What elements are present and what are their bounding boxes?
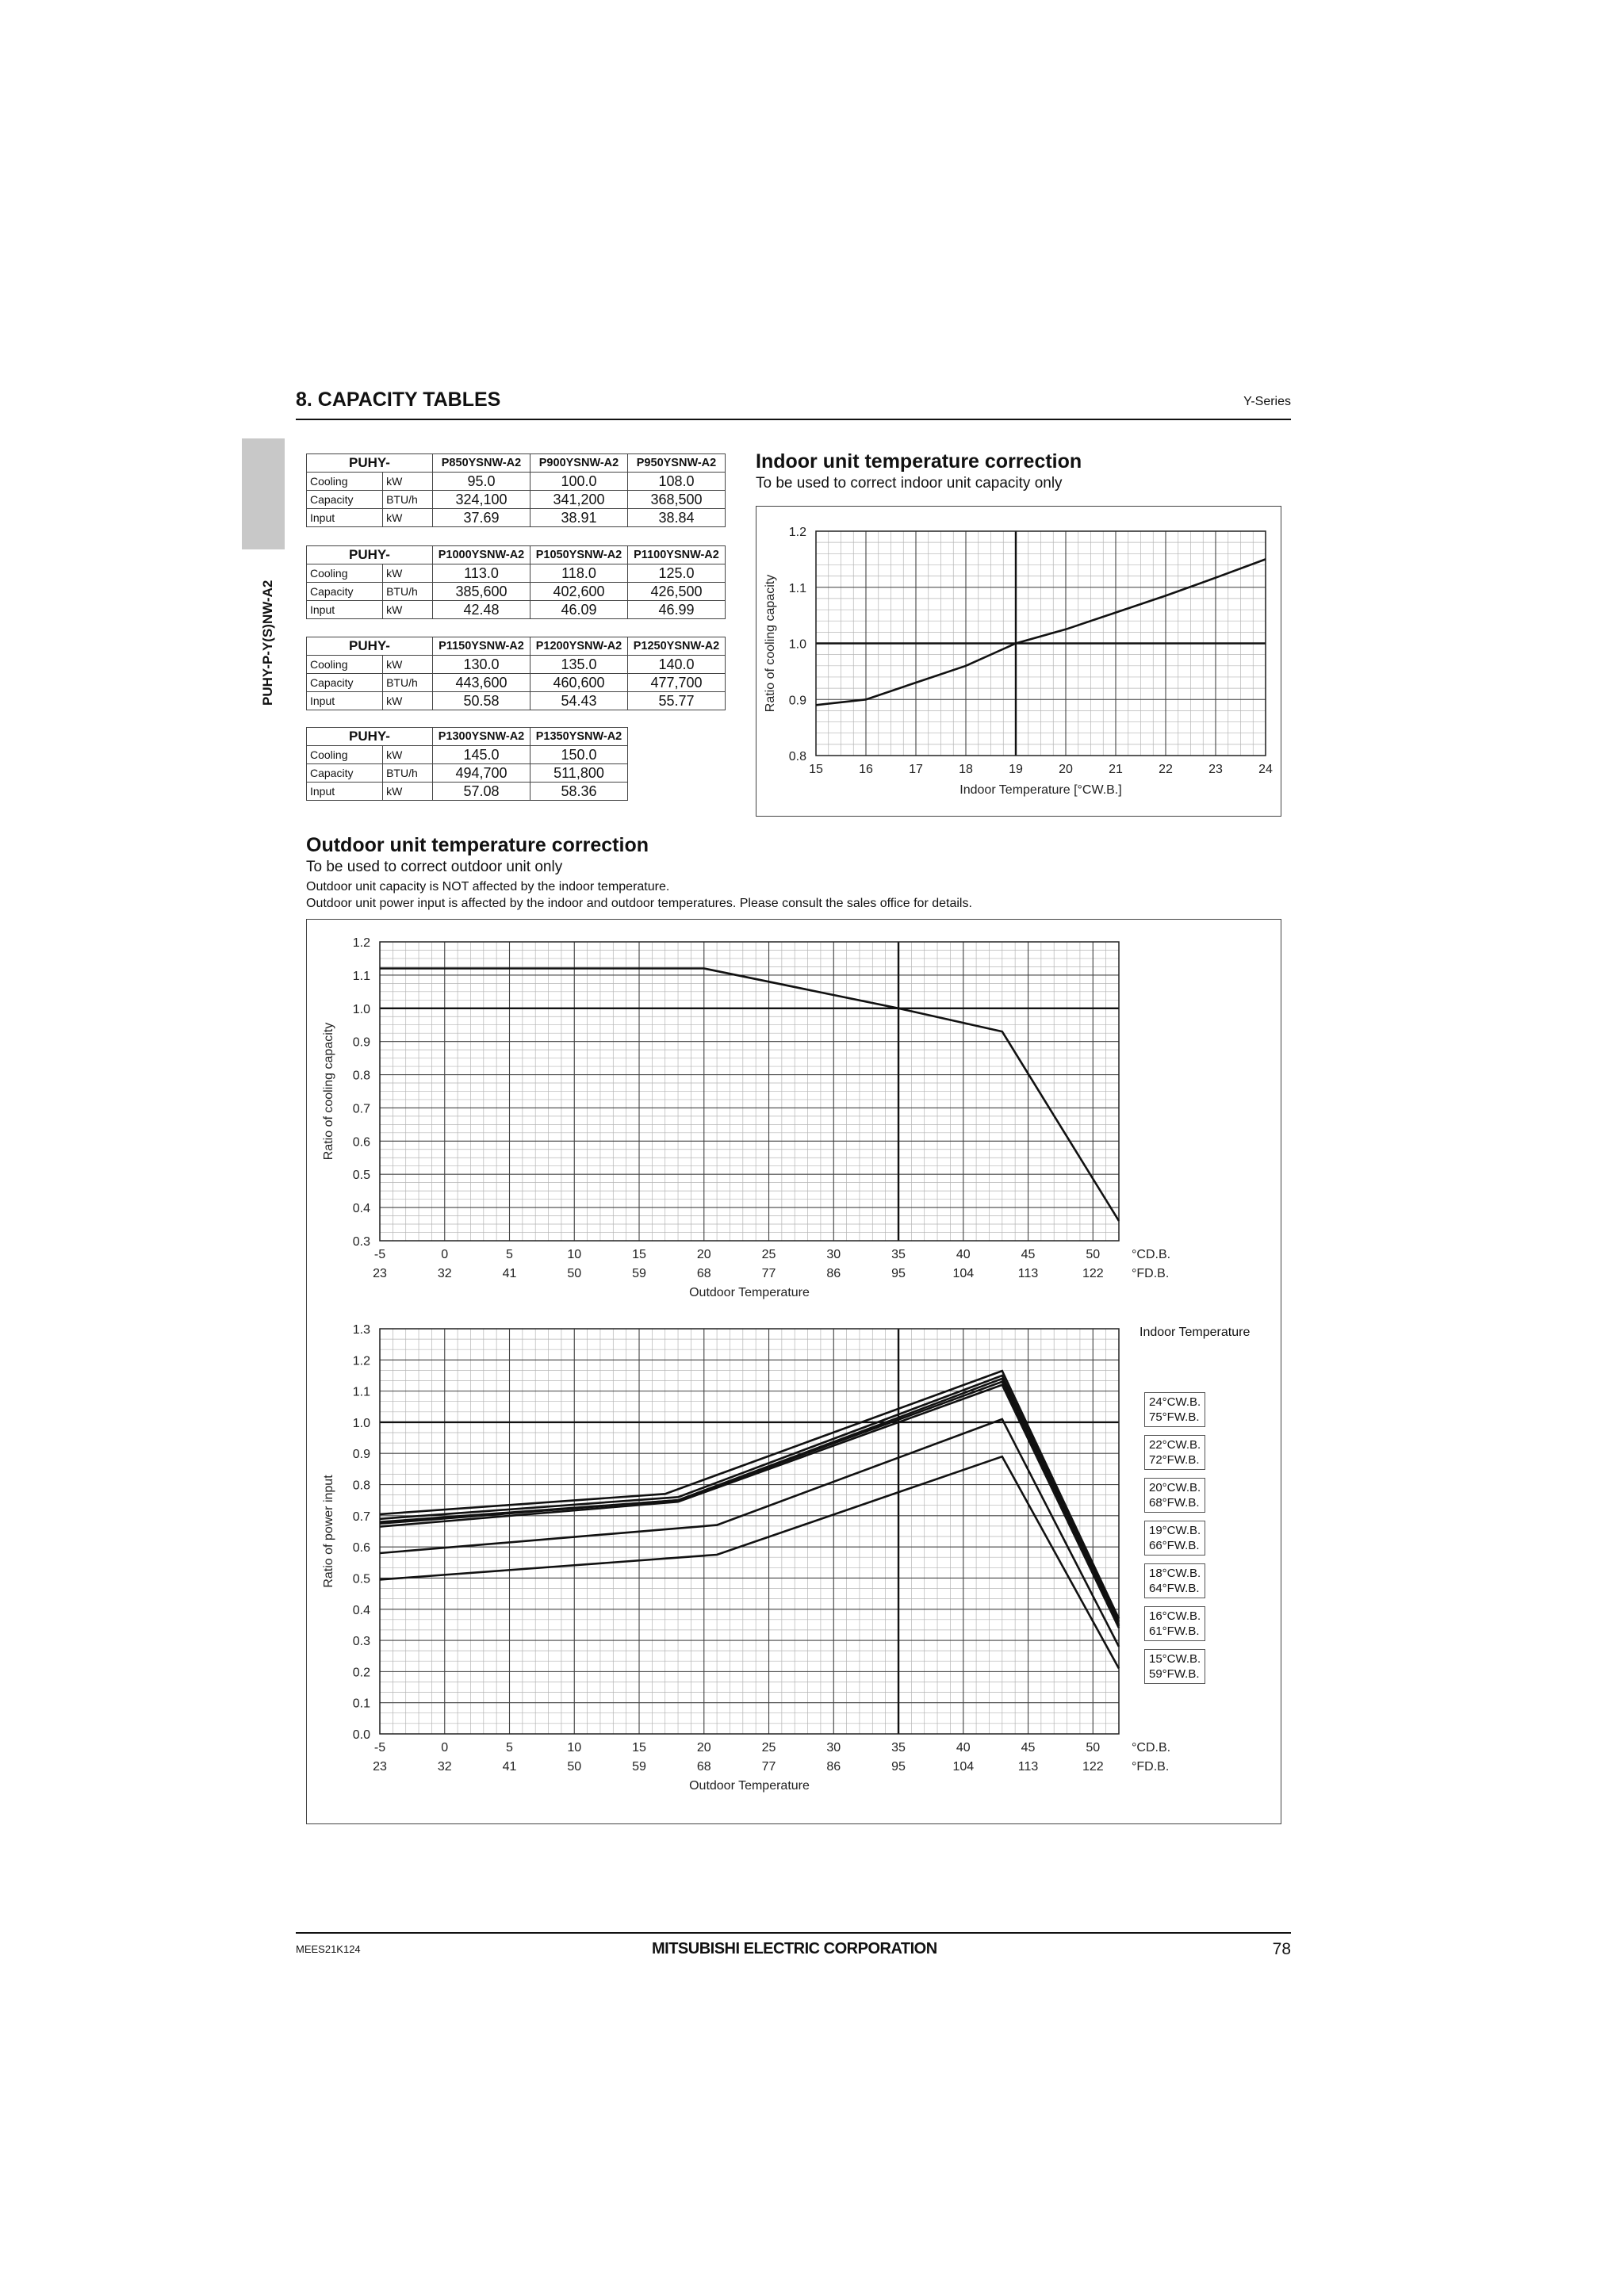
indoor-section-title: Indoor unit temperature correction: [756, 450, 1082, 473]
cell-input: 57.08: [433, 783, 530, 801]
cell-input: 55.77: [628, 692, 726, 710]
legend-cwb: 18°CW.B.: [1149, 1567, 1201, 1580]
cell-kw: 135.0: [530, 656, 628, 674]
y-axis-title: Ratio of cooling capacity: [322, 1022, 335, 1161]
unit-kw: kW: [383, 473, 433, 491]
y-axis-title: Ratio of cooling capacity: [764, 574, 777, 713]
y-axis-title: Ratio of power input: [322, 1475, 335, 1588]
unit-kw: kW: [383, 656, 433, 674]
x-tick-label: 40: [956, 1248, 971, 1261]
x-tick-label: 50: [1086, 1248, 1101, 1261]
x-tick-label: 20: [1059, 763, 1073, 776]
y-tick-label: 1.0: [352, 1002, 370, 1016]
x-tick-label: 18: [959, 763, 973, 776]
series-line: [380, 969, 1119, 1221]
outdoor-capacity-chart: [307, 920, 1281, 1332]
side-model-label: PUHY-P-Y(S)NW-A2: [260, 580, 275, 706]
capacity-table: [306, 453, 726, 527]
x-tick-label: 50: [1086, 1741, 1101, 1755]
x-unit-celsius: °CD.B.: [1132, 1741, 1171, 1755]
x-axis-title: Indoor Temperature [°CW.B.]: [959, 783, 1122, 797]
legend-cwb: 15°CW.B.: [1149, 1652, 1201, 1666]
cell-kw: 130.0: [433, 656, 530, 674]
y-tick-label: 1.1: [788, 581, 806, 595]
cell-kw: 108.0: [628, 473, 726, 491]
x-tick-label: 35: [891, 1248, 906, 1261]
unit-btu: BTU/h: [383, 674, 433, 692]
model-name: P1150YSNW-A2: [433, 637, 530, 656]
unit-kw: kW: [383, 509, 433, 527]
table-head: PUHY-: [307, 728, 433, 746]
legend-cwb: 22°CW.B.: [1149, 1438, 1201, 1452]
capacity-table: [306, 637, 726, 710]
model-name: P1000YSNW-A2: [433, 546, 530, 564]
outdoor-note-2: Outdoor unit power input is affected by the indoor and outdoor temperatures. Please consult the sales office for details.: [306, 897, 972, 910]
y-tick-label: 0.6: [352, 1135, 370, 1150]
company-name: MITSUBISHI ELECTRIC CORPORATION: [652, 1940, 937, 1957]
cell-input: 37.69: [433, 509, 530, 527]
x-tick-label-fahrenheit: 32: [437, 1760, 452, 1774]
cell-kw: 145.0: [433, 746, 530, 764]
x-tick-label-fahrenheit: 122: [1082, 1267, 1104, 1280]
x-tick-label-fahrenheit: 86: [826, 1760, 841, 1774]
y-tick-label: 1.1: [352, 969, 370, 983]
x-tick-label-fahrenheit: 104: [952, 1267, 975, 1280]
x-tick-label: 10: [567, 1741, 582, 1755]
unit-kw: kW: [383, 564, 433, 583]
page-title: 8. CAPACITY TABLES: [296, 388, 501, 411]
y-tick-label: 0.9: [788, 694, 806, 708]
x-axis-title: Outdoor Temperature: [689, 1779, 810, 1793]
legend-fwb: 59°FW.B.: [1149, 1667, 1200, 1681]
row-label-cooling: Cooling: [307, 473, 383, 491]
x-unit-fahrenheit: °FD.B.: [1132, 1760, 1170, 1774]
y-tick-label: 0.8: [352, 1069, 370, 1083]
x-tick-label: 17: [909, 763, 923, 776]
legend-cwb: 24°CW.B.: [1149, 1395, 1201, 1409]
y-tick-label: 0.8: [788, 750, 806, 763]
table-head: PUHY-: [307, 546, 433, 564]
row-label-cooling: Cooling: [307, 656, 383, 674]
indoor-chart: [756, 507, 1280, 815]
row-label-capacity: Capacity: [307, 674, 383, 692]
cell-btu: 426,500: [628, 583, 726, 601]
x-tick-label-fahrenheit: 50: [567, 1760, 582, 1774]
y-tick-label: 0.5: [352, 1572, 370, 1586]
series-line: [380, 1379, 1119, 1624]
legend-title: Indoor Temperature: [1139, 1326, 1251, 1339]
legend-item: [1144, 1392, 1205, 1427]
capacity-table: [306, 545, 726, 619]
x-tick-label: 45: [1021, 1248, 1036, 1261]
cell-input: 58.36: [530, 783, 628, 801]
legend-cwb: 20°CW.B.: [1149, 1481, 1201, 1494]
cell-input: 38.91: [530, 509, 628, 527]
y-tick-label: 0.2: [352, 1666, 370, 1680]
x-tick-label: 24: [1258, 763, 1273, 776]
y-tick-label: 0.3: [352, 1635, 370, 1649]
x-tick-label-fahrenheit: 95: [891, 1267, 906, 1280]
cell-input: 46.09: [530, 601, 628, 619]
x-tick-label: 19: [1009, 763, 1023, 776]
legend-item: [1144, 1521, 1205, 1556]
y-tick-label: 0.9: [352, 1448, 370, 1462]
cell-kw: 95.0: [433, 473, 530, 491]
cell-input: 54.43: [530, 692, 628, 710]
x-tick-label-fahrenheit: 59: [632, 1760, 646, 1774]
legend-fwb: 75°FW.B.: [1149, 1410, 1200, 1424]
cell-btu: 385,600: [433, 583, 530, 601]
model-name: P850YSNW-A2: [433, 454, 530, 473]
outdoor-note-1: Outdoor unit capacity is NOT affected by the indoor temperature.: [306, 880, 670, 894]
x-tick-label: 30: [826, 1741, 841, 1755]
model-name: P900YSNW-A2: [530, 454, 628, 473]
y-tick-label: 1.2: [352, 1354, 370, 1368]
unit-kw: kW: [383, 601, 433, 619]
x-tick-label-fahrenheit: 23: [373, 1760, 387, 1774]
series-line: [380, 1382, 1119, 1627]
model-name: P1050YSNW-A2: [530, 546, 628, 564]
cell-input: 38.84: [628, 509, 726, 527]
row-label-input: Input: [307, 509, 383, 527]
cell-input: 46.99: [628, 601, 726, 619]
cell-kw: 100.0: [530, 473, 628, 491]
x-tick-label: 20: [696, 1741, 711, 1755]
legend-item: [1144, 1606, 1205, 1641]
x-tick-label-fahrenheit: 23: [373, 1267, 387, 1280]
y-tick-label: 0.8: [352, 1479, 370, 1493]
x-tick-label: 16: [859, 763, 873, 776]
document-code: MEES21K124: [296, 1943, 361, 1955]
x-tick-label: 0: [441, 1741, 449, 1755]
legend-item: [1144, 1478, 1205, 1513]
model-name: P1100YSNW-A2: [628, 546, 726, 564]
side-tab-marker: [242, 438, 285, 549]
legend-fwb: 66°FW.B.: [1149, 1539, 1200, 1552]
header-divider: [296, 419, 1291, 420]
x-tick-label-fahrenheit: 59: [632, 1267, 646, 1280]
unit-kw: kW: [383, 783, 433, 801]
legend-fwb: 61°FW.B.: [1149, 1624, 1200, 1638]
y-tick-label: 0.1: [352, 1697, 370, 1711]
unit-btu: BTU/h: [383, 491, 433, 509]
x-tick-label: 45: [1021, 1741, 1036, 1755]
x-tick-label: 30: [826, 1248, 841, 1261]
indoor-chart-frame: [756, 506, 1281, 817]
x-tick-label-fahrenheit: 95: [891, 1760, 906, 1774]
row-label-capacity: Capacity: [307, 764, 383, 783]
x-tick-label-fahrenheit: 77: [761, 1267, 776, 1280]
x-tick-label: 15: [632, 1248, 646, 1261]
cell-input: 50.58: [433, 692, 530, 710]
row-label-input: Input: [307, 692, 383, 710]
row-label-cooling: Cooling: [307, 746, 383, 764]
row-label-input: Input: [307, 601, 383, 619]
y-tick-label: 0.6: [352, 1541, 370, 1556]
x-tick-label: 22: [1159, 763, 1173, 776]
outdoor-chart-frame: [306, 919, 1281, 1824]
x-tick-label-fahrenheit: 68: [696, 1267, 711, 1280]
y-tick-label: 1.2: [788, 526, 806, 539]
x-tick-label: 0: [441, 1248, 449, 1261]
x-axis-title: Outdoor Temperature: [689, 1286, 810, 1299]
model-name: P1250YSNW-A2: [628, 637, 726, 656]
cell-btu: 477,700: [628, 674, 726, 692]
cell-btu: 443,600: [433, 674, 530, 692]
legend-fwb: 72°FW.B.: [1149, 1453, 1200, 1467]
footer-divider: [296, 1932, 1291, 1934]
cell-btu: 494,700: [433, 764, 530, 783]
capacity-table: [306, 727, 628, 801]
y-tick-label: 1.3: [352, 1323, 370, 1337]
table-head: PUHY-: [307, 637, 433, 656]
y-tick-label: 0.9: [352, 1035, 370, 1050]
cell-btu: 341,200: [530, 491, 628, 509]
outdoor-section-subtitle: To be used to correct outdoor unit only: [306, 859, 563, 875]
x-tick-label-fahrenheit: 41: [502, 1267, 517, 1280]
cell-btu: 402,600: [530, 583, 628, 601]
y-tick-label: 0.4: [352, 1202, 370, 1216]
cell-input: 42.48: [433, 601, 530, 619]
y-tick-label: 0.7: [352, 1510, 370, 1524]
x-tick-label-fahrenheit: 113: [1017, 1760, 1039, 1774]
x-tick-label-fahrenheit: 77: [761, 1760, 776, 1774]
x-unit-fahrenheit: °FD.B.: [1132, 1267, 1170, 1280]
x-tick-label-fahrenheit: 32: [437, 1267, 452, 1280]
page-number: 78: [1272, 1940, 1291, 1958]
x-tick-label: 15: [809, 763, 823, 776]
model-name: P950YSNW-A2: [628, 454, 726, 473]
y-tick-label: 0.4: [352, 1603, 370, 1617]
outdoor-power-chart: [307, 1308, 1281, 1800]
x-tick-label-fahrenheit: 113: [1017, 1267, 1039, 1280]
row-label-capacity: Capacity: [307, 491, 383, 509]
x-tick-label: 15: [632, 1741, 646, 1755]
legend-cwb: 19°CW.B.: [1149, 1524, 1201, 1537]
x-tick-label: 35: [891, 1741, 906, 1755]
cell-btu: 324,100: [433, 491, 530, 509]
x-tick-label-fahrenheit: 41: [502, 1760, 517, 1774]
x-tick-label: -5: [373, 1248, 386, 1261]
cell-kw: 125.0: [628, 564, 726, 583]
y-tick-label: 1.1: [352, 1385, 370, 1399]
cell-kw: 118.0: [530, 564, 628, 583]
x-tick-label: 40: [956, 1741, 971, 1755]
y-tick-label: 0.7: [352, 1102, 370, 1116]
legend-item: [1144, 1435, 1205, 1470]
legend-fwb: 68°FW.B.: [1149, 1496, 1200, 1510]
y-tick-label: 0.3: [352, 1235, 370, 1249]
y-tick-label: 1.2: [352, 936, 370, 950]
model-name: P1300YSNW-A2: [433, 728, 530, 746]
table-head: PUHY-: [307, 454, 433, 473]
x-tick-label-fahrenheit: 86: [826, 1267, 841, 1280]
cell-kw: 150.0: [530, 746, 628, 764]
x-tick-label: 23: [1208, 763, 1223, 776]
y-tick-label: 1.0: [352, 1416, 370, 1430]
row-label-input: Input: [307, 783, 383, 801]
cell-btu: 460,600: [530, 674, 628, 692]
outdoor-section-title: Outdoor unit temperature correction: [306, 834, 649, 856]
cell-kw: 113.0: [433, 564, 530, 583]
legend-item: [1144, 1563, 1205, 1598]
series-label: Y-Series: [1243, 395, 1291, 408]
unit-btu: BTU/h: [383, 583, 433, 601]
y-tick-label: 0.0: [352, 1728, 370, 1742]
unit-kw: kW: [383, 692, 433, 710]
x-tick-label: 25: [761, 1248, 776, 1261]
x-tick-label: 21: [1109, 763, 1123, 776]
row-label-cooling: Cooling: [307, 564, 383, 583]
x-tick-label-fahrenheit: 50: [567, 1267, 582, 1280]
x-tick-label-fahrenheit: 122: [1082, 1760, 1104, 1774]
y-tick-label: 0.5: [352, 1169, 370, 1183]
x-unit-celsius: °CD.B.: [1132, 1248, 1171, 1261]
x-tick-label: 25: [761, 1741, 776, 1755]
x-tick-label: 20: [696, 1248, 711, 1261]
unit-kw: kW: [383, 746, 433, 764]
x-tick-label: -5: [373, 1741, 386, 1755]
legend-item: [1144, 1649, 1205, 1684]
x-tick-label: 5: [506, 1248, 513, 1261]
x-tick-label-fahrenheit: 68: [696, 1760, 711, 1774]
series-line: [380, 1376, 1119, 1622]
model-name: P1200YSNW-A2: [530, 637, 628, 656]
unit-btu: BTU/h: [383, 764, 433, 783]
series-line: [380, 1456, 1119, 1668]
legend-fwb: 64°FW.B.: [1149, 1582, 1200, 1595]
cell-btu: 368,500: [628, 491, 726, 509]
cell-btu: 511,800: [530, 764, 628, 783]
x-tick-label: 5: [506, 1741, 513, 1755]
row-label-capacity: Capacity: [307, 583, 383, 601]
legend-cwb: 16°CW.B.: [1149, 1609, 1201, 1623]
cell-kw: 140.0: [628, 656, 726, 674]
indoor-section-subtitle: To be used to correct indoor unit capacity only: [756, 475, 1063, 492]
x-tick-label: 10: [567, 1248, 582, 1261]
y-tick-label: 1.0: [788, 637, 806, 652]
model-name: P1350YSNW-A2: [530, 728, 628, 746]
x-tick-label-fahrenheit: 104: [952, 1760, 975, 1774]
